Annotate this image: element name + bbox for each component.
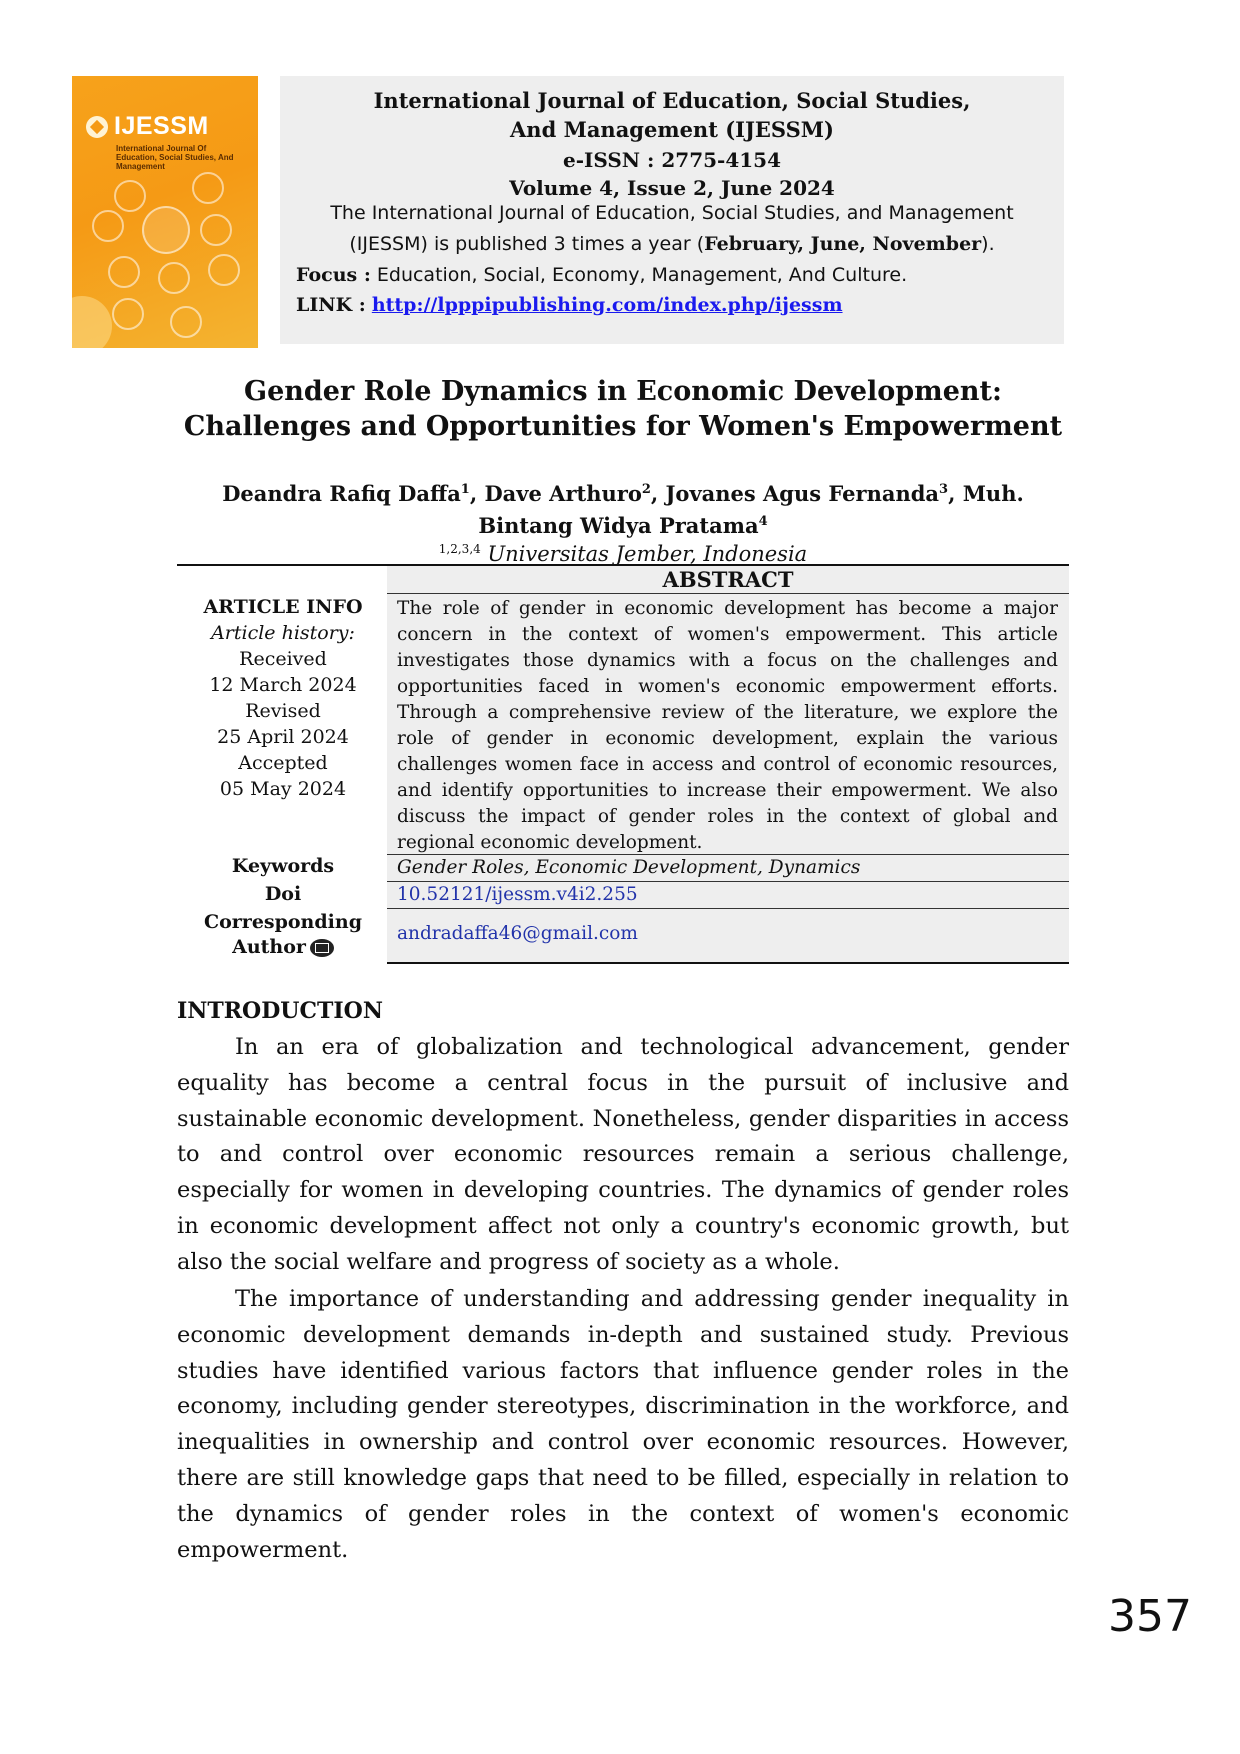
corresponding-label-line: Corresponding	[204, 911, 362, 933]
revised-date: 25 April 2024	[217, 726, 349, 748]
journal-description	[292, 198, 1052, 260]
author-name	[666, 481, 963, 506]
section-heading: INTRODUCTION	[177, 998, 383, 1024]
corresponding-label-line: Author	[232, 936, 306, 958]
article-history-label: Article history:	[211, 622, 355, 644]
journal-url-link[interactable]: http://lpppipublishing.com/index.php/ijessm	[371, 294, 843, 316]
author-affiliation-mark: 2	[641, 482, 651, 497]
author-separator: ,	[650, 481, 666, 506]
email-cell	[387, 909, 1069, 962]
focus-text: Education, Social, Economy, Management, And Culture.	[370, 264, 908, 286]
author-name-text: Deandra Rafiq Daffa	[222, 481, 461, 506]
article-info	[190, 594, 376, 802]
cover-hexagon-icon	[192, 172, 224, 204]
graduation-cap-icon	[86, 116, 108, 138]
journal-title	[280, 86, 1064, 144]
affiliation-mark: 1,2,3,4	[438, 542, 481, 556]
journal-header	[280, 76, 1064, 344]
author-name-text: Jovanes Agus Fernanda	[665, 481, 940, 506]
doi-label: Doi	[264, 883, 302, 905]
cover-logo	[86, 112, 209, 141]
volume-issue: Volume 4, Issue 2, June 2024	[509, 176, 835, 200]
doi-cell	[387, 882, 1069, 908]
affiliation	[176, 536, 1070, 567]
focus-label: Focus :	[296, 264, 371, 286]
keywords-label: Keywords	[231, 855, 335, 877]
author-affiliation-mark: 1	[460, 482, 470, 497]
cover-hexagon-icon	[142, 206, 190, 254]
description-text: The International Journal of Education, Social Studies, and Management (IJESSM) is published 3 times a year (	[330, 202, 1014, 255]
journal-focus	[296, 260, 907, 290]
author-name-text: Muh. Bintang Widya Pratama	[478, 481, 1024, 538]
cover-hexagon-icon	[108, 256, 140, 288]
accepted-label: Accepted	[238, 752, 328, 774]
body-paragraph: In an era of globalization and technological advancement, gender equality has become a central focus in the pursuit of inclusive and sustainable economic development. Nonetheless, gender disparities in access to and control over economic resources remain a serious challenge, especially for women in developing countries. The dynamics of gender roles in economic development affect not only a country's economic growth, but also the social welfare and progress of society as a whole.	[177, 1034, 1069, 1275]
cover-hexagon-icon	[92, 210, 124, 242]
article-info-label: ARTICLE INFO	[203, 596, 363, 618]
author-name	[222, 481, 484, 506]
journal-title-line: International Journal of Education, Social Studies,	[373, 88, 971, 113]
author-separator: ,	[948, 481, 963, 506]
revised-label: Revised	[245, 700, 321, 722]
journal-title-line: And Management (IJESSM)	[510, 117, 834, 142]
description-suffix: ).	[981, 233, 995, 255]
cover-decoration	[72, 296, 112, 348]
mail-icon	[310, 939, 334, 957]
cover-subtitle: International Journal Of Education, Social Studies, And Management	[116, 144, 234, 171]
abstract-text: The role of gender in economic development has become a major concern in the context of women's empowerment. This article investigates those dynamics with a focus on the challenges and opportunities faced in women's economic empowerment efforts. Through a comprehensive review of the literature, we explore the role of gender in economic development, explain the various challenges women face in access and control of economic resources, and identify opportunities to increase their empowerment. We also discuss the impact of gender roles in the context of global and regional economic development.	[397, 598, 1058, 853]
accepted-date: 05 May 2024	[219, 778, 347, 800]
article-title: Gender Role Dynamics in Economic Development: Challenges and Opportunities for Women's Empowerment	[183, 376, 1063, 442]
eissn: e-ISSN : 2775-4154	[562, 148, 782, 172]
author-name	[484, 481, 665, 506]
table-bottom-rule	[387, 962, 1069, 964]
author-affiliation-mark: 4	[758, 514, 768, 529]
cover-hexagon-icon	[208, 254, 240, 286]
abstract-heading: ABSTRACT	[387, 566, 1069, 594]
journal-cover-image	[72, 76, 258, 348]
author-affiliation-mark: 3	[939, 482, 949, 497]
cover-hexagon-icon	[200, 214, 232, 246]
journal-link	[296, 290, 843, 320]
cover-hexagon-icon	[112, 298, 144, 330]
keywords-value: Gender Roles, Economic Development, Dynamics	[397, 857, 861, 878]
publication-months: February, June, November	[704, 233, 982, 255]
cover-logo-text: IJESSM	[114, 112, 209, 140]
cover-hexagon-icon	[158, 262, 190, 294]
corresponding-email-link[interactable]: andradaffa46@gmail.com	[397, 923, 638, 944]
body-paragraph: The importance of understanding and addressing gender inequality in economic development demands in-depth and sustained study. Previous studies have identified various factors that influence gender roles in the economy, including gender stereotypes, discrimination in the workforce, and inequalities in ownership and control over economic resources. However, there are still knowledge gaps that need to be filled, especially in relation to the dynamics of gender roles in the context of women's economic empowerment.	[177, 1286, 1069, 1563]
cover-hexagon-icon	[114, 180, 146, 212]
page-number: 357	[1108, 1591, 1192, 1642]
affiliation-text: Universitas Jember, Indonesia	[480, 542, 808, 566]
author-separator: ,	[469, 481, 485, 506]
cover-hexagon-icon	[170, 306, 202, 338]
abstract-cell	[387, 594, 1069, 854]
link-label: LINK :	[296, 294, 366, 316]
doi-link[interactable]: 10.52121/ijessm.v4i2.255	[397, 884, 638, 905]
author-name-text: Dave Arthuro	[484, 481, 642, 506]
author-list	[176, 476, 1070, 540]
keywords-cell	[387, 855, 1069, 881]
received-label: Received	[239, 648, 327, 670]
received-date: 12 March 2024	[209, 674, 357, 696]
corresponding-author-label	[190, 910, 376, 960]
